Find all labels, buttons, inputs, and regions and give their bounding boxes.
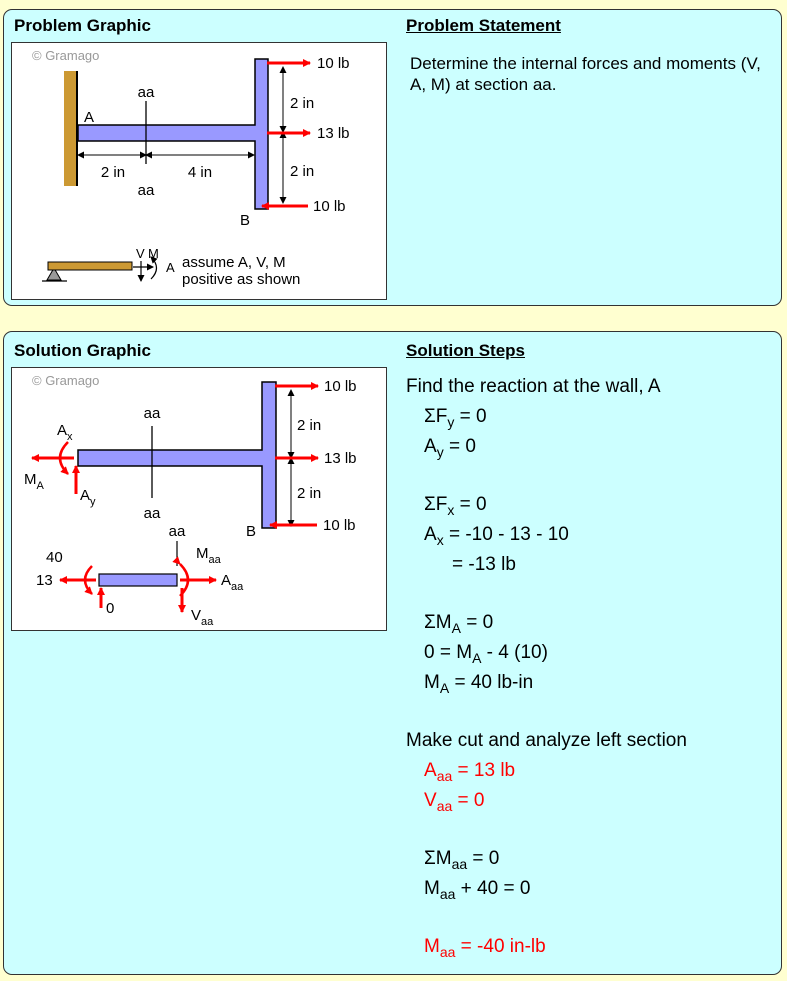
fbd-maa-label: $M_{aa}$ <box>196 545 221 566</box>
point-b-label: B <box>246 523 257 540</box>
assume-line1: assume A, V, M <box>182 254 286 271</box>
beam <box>78 382 276 528</box>
step-5: $A_x = -10 - 13 - 10$ <box>424 524 569 548</box>
reaction-ma-label: $M_A$ <box>24 471 44 492</box>
section-label-top: aa <box>143 405 161 422</box>
step-11-answer: $A_{aa} = 13$ lb <box>424 760 516 784</box>
reaction-ax-label: $A_x$ <box>57 422 73 443</box>
fbd-vaa-label: $V_{aa}$ <box>191 607 214 628</box>
section-label-bottom: aa <box>143 505 161 522</box>
sign-beam <box>48 262 132 270</box>
solution-graphic <box>11 367 387 631</box>
watermark: © Gramago <box>32 48 100 63</box>
fbd-axial-label: 13 <box>36 572 53 589</box>
fbd-shear-label: 0 <box>106 600 115 617</box>
sign-m-label: M <box>148 246 159 261</box>
step-8: $0 = M_A - 4$ (10) <box>424 642 548 666</box>
force-mid-label: 13 lb <box>324 450 357 467</box>
step-1: Find the reaction at the wall, A <box>406 376 661 397</box>
force-top-label: 10 lb <box>317 55 350 72</box>
fbd-aaa-label: $A_{aa}$ <box>221 572 244 593</box>
dim-4in-label: 4 in <box>187 164 213 181</box>
problem-graphic <box>11 42 387 300</box>
step-10: Make cut and analyze left section <box>406 730 687 751</box>
beam <box>78 59 268 209</box>
solution-graphic-title: Solution Graphic <box>14 341 151 360</box>
dim-2in-label: 2 in <box>100 164 126 181</box>
step-7: $\Sigma M_A = 0$ <box>424 612 494 636</box>
assume-line2: positive as shown <box>182 271 301 288</box>
problem-statement-text: Determine the internal forces and moments (V, A, M) at section aa. <box>410 54 761 94</box>
point-b-label: B <box>240 212 251 229</box>
force-top-label: 10 lb <box>324 378 357 395</box>
step-6: = -13 lb <box>452 554 516 575</box>
solution-panel <box>3 331 782 975</box>
dim-2in-upper-label: 2 in <box>290 95 315 112</box>
step-15-answer: $M_{aa} = -40$ in-lb <box>424 936 546 960</box>
solution-steps <box>406 372 776 962</box>
fbd-beam <box>99 574 177 586</box>
dim-2in-lower-label: 2 in <box>297 485 322 502</box>
reaction-ay-label: $A_y$ <box>80 487 96 508</box>
point-a-label: A <box>84 109 95 126</box>
section-label-top: aa <box>137 84 155 101</box>
sign-v-label: V <box>136 246 145 261</box>
step-9: $M_A = 40$ lb-in <box>424 672 534 696</box>
force-bot-label: 10 lb <box>313 198 346 215</box>
section-label-bottom: aa <box>137 182 155 199</box>
wall <box>64 71 77 186</box>
dim-2in-upper-label: 2 in <box>297 417 322 434</box>
force-bot-label: 10 lb <box>323 517 356 534</box>
solution-steps-title: Solution Steps <box>406 341 525 360</box>
fbd-moment-label: 40 <box>46 549 63 566</box>
problem-graphic-title: Problem Graphic <box>14 16 151 35</box>
step-3: $A_y = 0$ <box>424 436 476 460</box>
fbd-section-label: aa <box>168 523 186 540</box>
problem-panel <box>3 9 782 306</box>
solution-diagram <box>12 368 386 630</box>
step-13: $\Sigma M_{aa} = 0$ <box>424 848 500 872</box>
watermark: © Gramago <box>32 373 100 388</box>
dim-2in-lower-label: 2 in <box>290 163 315 180</box>
problem-statement-title: Problem Statement <box>406 16 561 35</box>
force-mid-label: 13 lb <box>317 125 350 142</box>
step-4: $\Sigma F_x = 0$ <box>424 494 487 518</box>
step-12-answer: $V_{aa} = 0$ <box>424 790 485 814</box>
step-14: $M_{aa} + 40 = 0$ <box>424 878 531 902</box>
step-2: $\Sigma F_y = 0$ <box>424 406 487 430</box>
sign-a-label: A <box>166 260 175 275</box>
problem-diagram <box>12 43 386 299</box>
